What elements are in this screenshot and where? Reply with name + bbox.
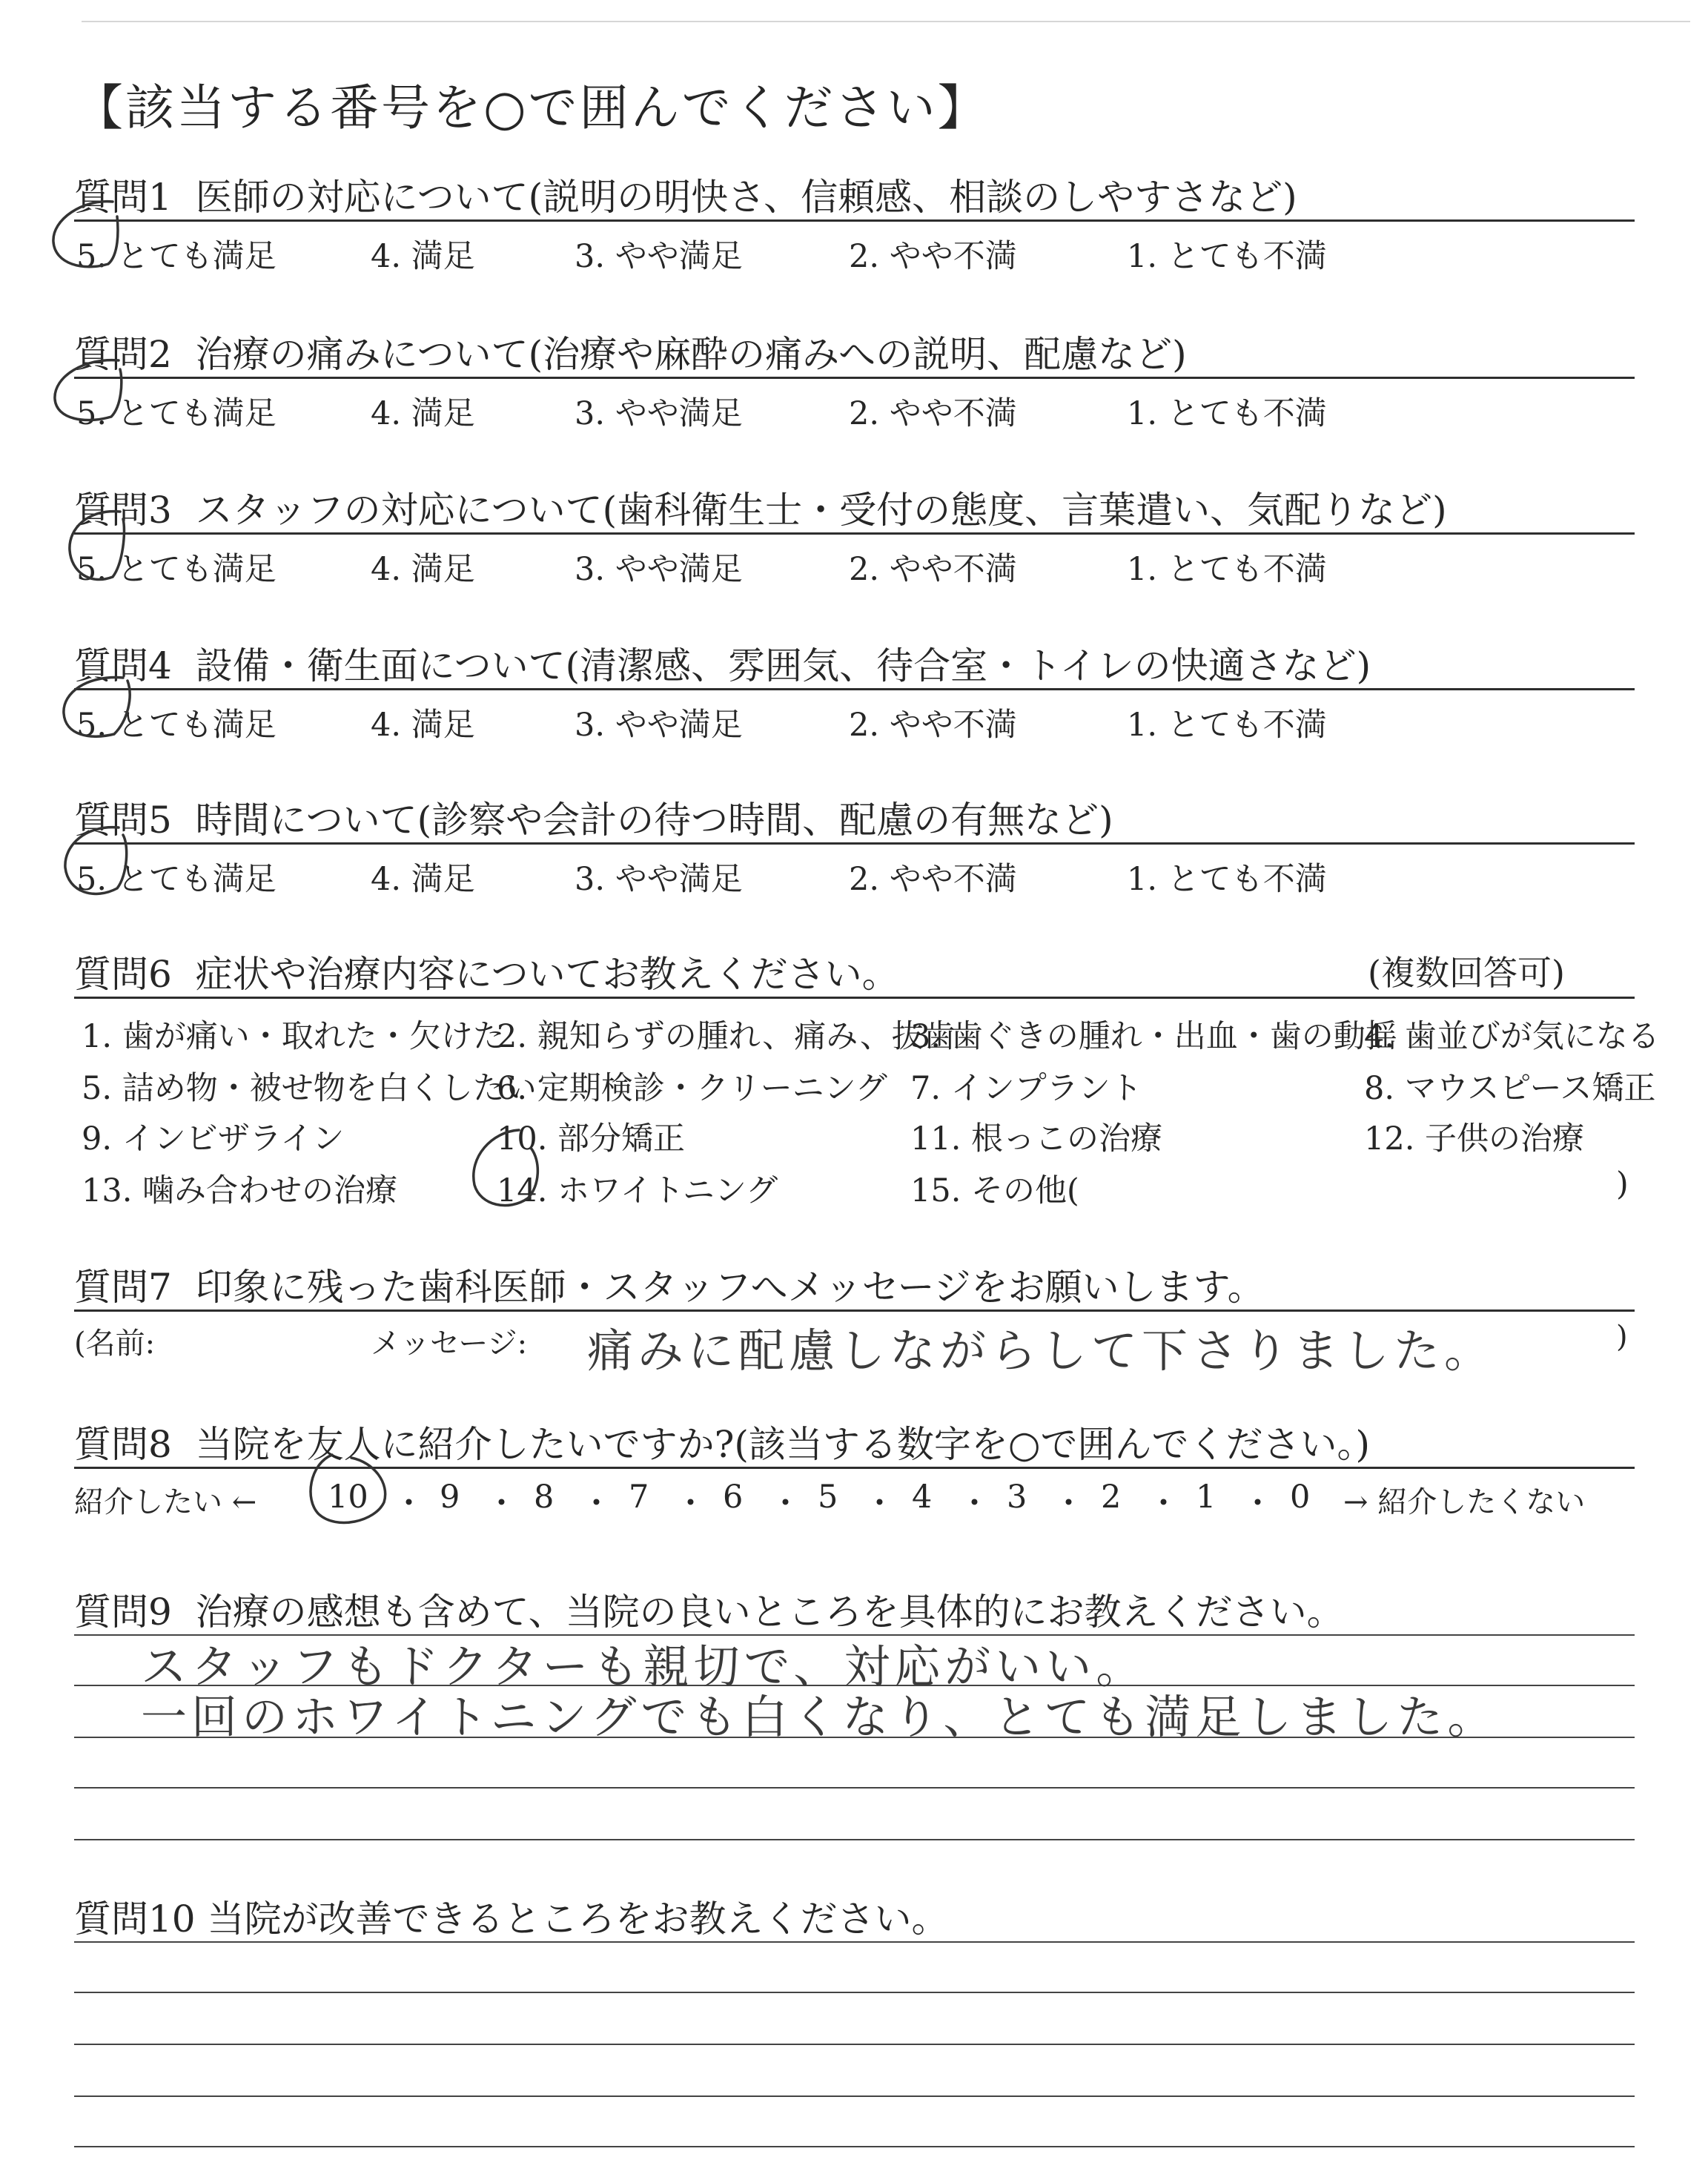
rating-option-5[interactable]: 5. とても満足 bbox=[76, 551, 277, 588]
name-label: (名前: bbox=[74, 1327, 156, 1361]
rating-option-2[interactable]: 2. やや不満 bbox=[849, 861, 1017, 898]
symptom-option-5[interactable]: 5. 詰め物・被せ物を白くしたい bbox=[82, 1070, 537, 1107]
rating-option-5[interactable]: 5. とても満足 bbox=[76, 861, 277, 898]
scale-option-8[interactable]: 8 bbox=[534, 1479, 555, 1516]
rating-option-4[interactable]: 4. 満足 bbox=[371, 861, 475, 898]
rating-option-4[interactable]: 4. 満足 bbox=[371, 551, 475, 588]
scale-option-5[interactable]: 5 bbox=[818, 1479, 838, 1516]
question-label: 質問4 bbox=[74, 644, 172, 687]
scale-separator: ・ bbox=[1053, 1485, 1085, 1522]
question-label: 質問9 bbox=[74, 1591, 172, 1634]
rating-option-1[interactable]: 1. とても不満 bbox=[1127, 238, 1327, 275]
symptom-option-8[interactable]: 8. マウスピース矯正 bbox=[1364, 1070, 1656, 1107]
symptom-option-10[interactable]: 10. 部分矯正 bbox=[497, 1120, 686, 1157]
message-handwritten[interactable]: 痛みに配慮しながらして下さりました。 bbox=[587, 1324, 1495, 1378]
question-label: 質問10 bbox=[74, 1898, 196, 1941]
selection-circle-q3 bbox=[70, 512, 125, 580]
scale-separator: ・ bbox=[393, 1485, 425, 1522]
scale-option-6[interactable]: 6 bbox=[723, 1479, 744, 1516]
rating-option-1[interactable]: 1. とても不満 bbox=[1127, 861, 1327, 898]
answer-handwritten-line-2[interactable]: 一回のホワイトニングでも白くなり、とても満足しました。 bbox=[141, 1690, 1498, 1744]
question-label: 質問2 bbox=[74, 333, 172, 376]
question-label: 質問6 bbox=[74, 953, 172, 996]
rating-option-2[interactable]: 2. やや不満 bbox=[849, 395, 1017, 432]
rating-option-3[interactable]: 3. やや満足 bbox=[575, 707, 743, 744]
selection-circle-q2 bbox=[55, 360, 122, 420]
scale-separator: ・ bbox=[864, 1485, 896, 1522]
scale-separator: ・ bbox=[959, 1485, 990, 1522]
multiple-answers-note: (複数回答可) bbox=[1368, 953, 1565, 993]
scale-left-label: 紹介したい ← bbox=[74, 1485, 257, 1519]
question-text: 当院を友人に紹介したいですか?(該当する数字を○で囲んでください。) bbox=[195, 1423, 1371, 1466]
symptom-option-11[interactable]: 11. 根っこの治療 bbox=[910, 1120, 1163, 1157]
scale-option-3[interactable]: 3 bbox=[1007, 1479, 1027, 1516]
question-label: 質問1 bbox=[74, 176, 172, 219]
symptom-option-12[interactable]: 12. 子供の治療 bbox=[1364, 1120, 1585, 1157]
scale-option-7[interactable]: 7 bbox=[629, 1479, 649, 1516]
rating-option-5[interactable]: 5. とても満足 bbox=[76, 707, 277, 744]
rating-option-3[interactable]: 3. やや満足 bbox=[575, 861, 743, 898]
question-text: スタッフの対応について(歯科衛生士・受付の態度、言葉遣い、気配りなど) bbox=[195, 489, 1447, 532]
question-label: 質問7 bbox=[74, 1266, 172, 1309]
rating-option-2[interactable]: 2. やや不満 bbox=[849, 238, 1017, 275]
selection-circle-q6 bbox=[474, 1130, 538, 1206]
scale-right-label: → 紹介したくない bbox=[1343, 1485, 1586, 1519]
scale-separator: ・ bbox=[1242, 1485, 1274, 1522]
question-text: 医師の対応について(説明の明快さ、信頼感、相談のしやすさなど) bbox=[195, 176, 1297, 219]
rating-option-3[interactable]: 3. やや満足 bbox=[575, 395, 743, 432]
symptom-option-2[interactable]: 2. 親知らずの腫れ、痛み、抜歯 bbox=[497, 1018, 956, 1055]
scale-option-10[interactable]: 10 bbox=[328, 1479, 368, 1516]
question-text: 印象に残った歯科医師・スタッフへメッセージをお願いします。 bbox=[195, 1266, 1265, 1309]
message-label: メッセージ: bbox=[371, 1327, 528, 1361]
symptom-option-9[interactable]: 9. インビザライン bbox=[82, 1120, 345, 1157]
answer-handwritten-line-1[interactable]: スタッフもドクターも親切で、対応がいい。 bbox=[141, 1639, 1147, 1694]
question-text: 症状や治療内容についてお教えください。 bbox=[195, 953, 899, 996]
rating-option-4[interactable]: 4. 満足 bbox=[371, 395, 475, 432]
question-text: 設備・衛生面について(清潔感、雰囲気、待合室・トイレの快適さなど) bbox=[195, 644, 1371, 687]
rating-option-2[interactable]: 2. やや不満 bbox=[849, 707, 1017, 744]
rating-option-3[interactable]: 3. やや満足 bbox=[575, 551, 743, 588]
scale-separator: ・ bbox=[769, 1485, 801, 1522]
scale-option-1[interactable]: 1 bbox=[1196, 1479, 1217, 1516]
symptom-option-13[interactable]: 13. 噛み合わせの治療 bbox=[82, 1172, 398, 1209]
scale-separator: ・ bbox=[486, 1485, 517, 1522]
rating-option-1[interactable]: 1. とても不満 bbox=[1127, 707, 1327, 744]
symptom-option-7[interactable]: 7. インプラント bbox=[910, 1070, 1142, 1107]
selection-circle-q5 bbox=[65, 828, 127, 894]
symptom-option-1[interactable]: 1. 歯が痛い・取れた・欠けた bbox=[82, 1018, 505, 1055]
scale-option-2[interactable]: 2 bbox=[1101, 1479, 1122, 1516]
rating-option-4[interactable]: 4. 満足 bbox=[371, 707, 475, 744]
scale-separator: ・ bbox=[580, 1485, 612, 1522]
message-close-paren: ) bbox=[1616, 1320, 1628, 1354]
symptom-option-6[interactable]: 6. 定期検診・クリーニング bbox=[497, 1070, 887, 1107]
rating-option-3[interactable]: 3. やや満足 bbox=[575, 238, 743, 275]
form-title: 【該当する番号を○で囲んでください】 bbox=[74, 79, 989, 136]
selection-circle-q8 bbox=[311, 1455, 385, 1522]
rating-option-4[interactable]: 4. 満足 bbox=[371, 238, 475, 275]
rating-option-5[interactable]: 5. とても満足 bbox=[76, 395, 277, 432]
question-text: 時間について(診察や会計の待つ時間、配慮の有無など) bbox=[195, 799, 1113, 842]
question-label: 質問3 bbox=[74, 489, 172, 532]
question-text: 治療の感想も含めて、当院の良いところを具体的にお教えください。 bbox=[195, 1591, 1344, 1634]
scale-separator: ・ bbox=[675, 1485, 706, 1522]
question-text: 当院が改善できるところをお教えください。 bbox=[207, 1898, 949, 1941]
scale-option-9[interactable]: 9 bbox=[440, 1479, 460, 1516]
scale-option-4[interactable]: 4 bbox=[912, 1479, 933, 1516]
symptom-option-15[interactable]: 15. その他( bbox=[910, 1172, 1079, 1209]
symptom-option-14[interactable]: 14. ホワイトニング bbox=[497, 1172, 778, 1209]
scale-option-0[interactable]: 0 bbox=[1290, 1479, 1311, 1516]
rating-option-1[interactable]: 1. とても不満 bbox=[1127, 551, 1327, 588]
rating-option-5[interactable]: 5. とても満足 bbox=[76, 238, 277, 275]
symptom-option-4[interactable]: 4. 歯並びが気になる bbox=[1364, 1018, 1660, 1055]
other-close-paren: ) bbox=[1616, 1166, 1629, 1203]
selection-circle-q1 bbox=[53, 202, 118, 267]
question-text: 治療の痛みについて(治療や麻酔の痛みへの説明、配慮など) bbox=[195, 333, 1187, 376]
rating-option-2[interactable]: 2. やや不満 bbox=[849, 551, 1017, 588]
selection-circle-q4 bbox=[64, 678, 130, 737]
scale-separator: ・ bbox=[1148, 1485, 1179, 1522]
rating-option-1[interactable]: 1. とても不満 bbox=[1127, 395, 1327, 432]
symptom-option-3[interactable]: 3. 歯ぐきの腫れ・出血・歯の動揺 bbox=[910, 1018, 1397, 1055]
question-label: 質問8 bbox=[74, 1423, 172, 1466]
question-label: 質問5 bbox=[74, 799, 172, 842]
